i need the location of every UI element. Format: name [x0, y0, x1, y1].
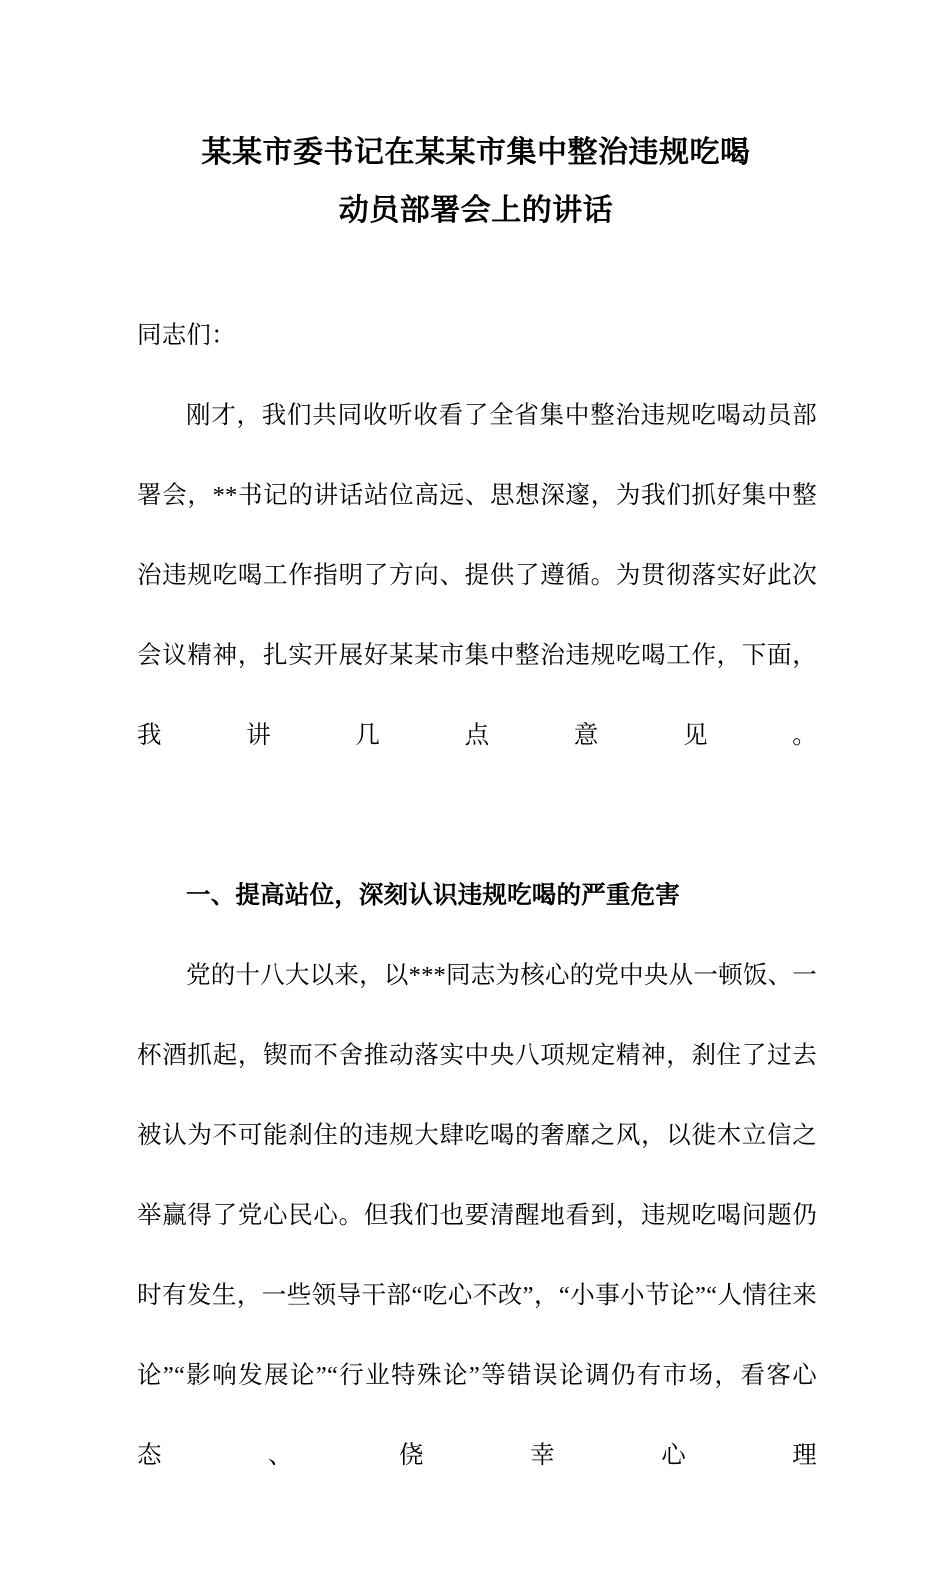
salutation: 同志们：: [137, 322, 236, 349]
document-title-line-1: 某某市委书记在某某市集中整治违规吃喝: [201, 136, 751, 170]
section-heading-1: 一、提高站位，深刻认识违规吃喝的严重危害: [186, 882, 680, 909]
paragraph-section-1-body: 党的十八大以来，以***同志为核心的党中央从一顿饭、一杯酒抓起，锲而不舍推动落实中央八项规定精神，刹住了过去被认为不可能刹住的违规大肆吃喝的奢靡之风，以徙木立信之举赢得了党心民心。但我们也要清醒地看到，违规吃喝问题仍时有发生，一些领导干部“吃心不改”，“小事小节论”“人情往来论”“影响发展论”“行业特殊论”等错误论调仍有市场，看客心态、侥幸心理: [137, 962, 817, 1469]
paragraph-opening: 刚才，我们共同收听收看了全省集中整治违规吃喝动员部署会，**书记的讲话站位高远、思想深邃，为我们抓好集中整治违规吃喝工作指明了方向、提供了遵循。为贯彻落实好此次会议精神，扎实开展好某某市集中整治违规吃喝工作，下面，我讲几点意见。: [137, 402, 817, 749]
document-body: [137, 296, 817, 1576]
document-title: [137, 124, 815, 240]
document-title-line-2: 动员部署会上的讲话: [338, 194, 614, 228]
